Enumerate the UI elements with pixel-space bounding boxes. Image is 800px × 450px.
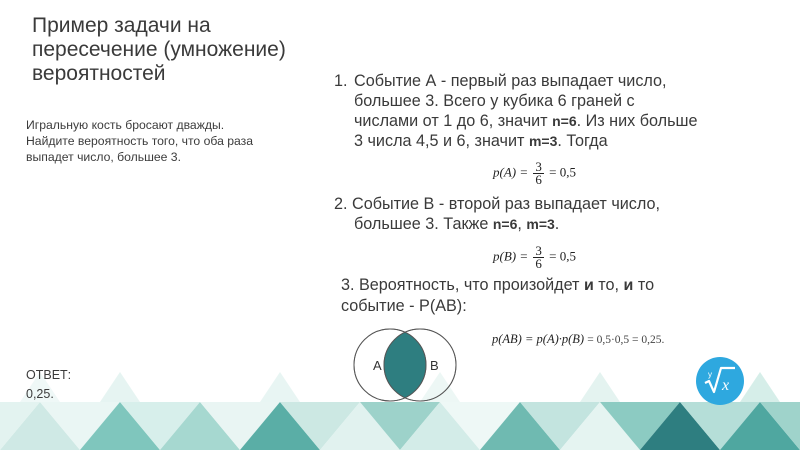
m-value: m=3 <box>528 133 558 149</box>
svg-text:x: x <box>722 377 730 394</box>
text-fragment: . Тогда <box>557 132 608 150</box>
formula-rhs: = 0,5·0,5 = 0,25. <box>587 334 665 346</box>
answer-block <box>26 366 71 404</box>
numerator: 3 <box>535 243 542 258</box>
step-line: 2. Событие В - второй раз выпадает число, <box>334 195 661 213</box>
text-fragment: то <box>633 276 655 294</box>
task-line: выпадет число, большее 3. <box>26 150 181 164</box>
slide-title <box>32 14 332 86</box>
text-fragment: , <box>517 215 527 233</box>
text-fragment: 3. Вероятность, что произойдет <box>341 276 584 294</box>
task-statement <box>26 117 316 165</box>
fraction <box>533 161 544 186</box>
answer-value: 0,25. <box>26 387 54 401</box>
emphasis-and: и <box>583 277 594 294</box>
formula-p-b <box>493 245 576 270</box>
venn-label-a: A <box>373 358 382 373</box>
formula-p-ab <box>492 332 664 347</box>
formula-rhs: = 0,5 <box>549 248 576 264</box>
title-line: вероятностей <box>32 62 166 85</box>
step-line: большее 3. Всего у кубика 6 граней с <box>354 92 635 110</box>
task-line: Найдите вероятность того, что оба раза <box>26 134 254 148</box>
square-root-x-icon <box>695 356 745 406</box>
step-number: 1. <box>334 72 348 90</box>
formula-lhs: p(AB) = p(A)·p(B) <box>492 332 585 346</box>
solution-step-2 <box>334 194 784 234</box>
step-line <box>354 111 698 131</box>
formula-p-a <box>493 161 576 186</box>
formula-rhs: = 0,5 <box>549 164 576 180</box>
emphasis-and: и <box>623 277 634 294</box>
text-fragment: то, <box>593 276 624 294</box>
title-line: Пример задачи на <box>32 14 211 37</box>
text-fragment: 3 числа 4,5 и 6, значит <box>354 132 529 150</box>
step-line <box>354 131 698 151</box>
m-value: m=3 <box>526 216 555 232</box>
text-fragment: большее 3. Также <box>354 215 493 233</box>
title-line: пересечение (умножение) <box>32 38 286 61</box>
venn-diagram <box>350 323 460 408</box>
n-value: n=6 <box>552 113 577 129</box>
text-fragment: числами от 1 до 6, значит <box>354 112 553 130</box>
denominator: 6 <box>535 172 542 187</box>
solution-step-3 <box>341 275 761 316</box>
step-line: событие - Р(АВ): <box>341 297 467 315</box>
step-line <box>334 214 784 234</box>
denominator: 6 <box>535 256 542 271</box>
text-fragment: . <box>554 215 560 233</box>
numerator: 3 <box>535 159 542 174</box>
formula-lhs: p(B) = <box>493 248 529 264</box>
step-line <box>341 275 761 296</box>
formula-lhs: p(A) = <box>493 164 529 180</box>
answer-label: ОТВЕТ: <box>26 368 72 382</box>
fraction <box>533 245 544 270</box>
venn-label-b: B <box>430 358 439 373</box>
n-value: n=6 <box>492 216 518 232</box>
task-line: Игральную кость бросают дважды. <box>26 118 225 132</box>
step-line: Событие А - первый раз выпадает число, <box>354 72 667 90</box>
text-fragment: . Из них больше <box>576 112 698 130</box>
svg-text:y: y <box>708 370 712 379</box>
